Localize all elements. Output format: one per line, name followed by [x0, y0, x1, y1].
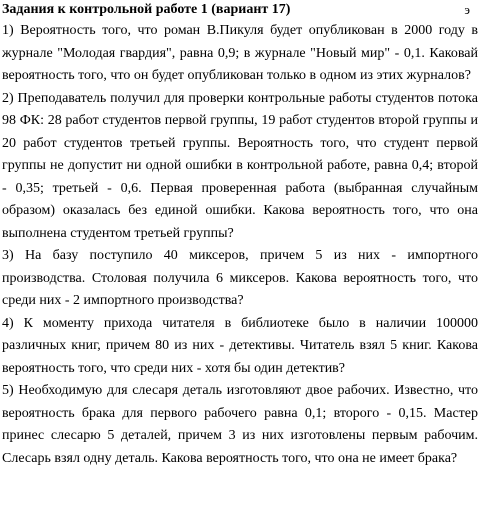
problem-5: 5) Необходимую для слесаря деталь изготовляют двое рабочих. Известно, что вероятность брака для первого рабочего равна 0,1; второго - 0,15. Мастер принес слесарю 5 деталей, причем 3 из них изготовлены первым рабочим. Слесарь взял одну деталь. Какова вероятность того, что она не имеет брака? — [2, 383, 478, 466]
problem-4: 4) К моменту прихода читателя в библиотеке было в наличии 100000 различных книг, причем 80 из них - детективы. Читатель взял 5 книг. Какова вероятность того, что среди них - хотя бы один детектив? — [2, 315, 478, 376]
document-header — [2, 0, 478, 20]
corner-mark: э — [464, 2, 470, 17]
problem-1: 1) Вероятность того, что роман В.Пикуля будет опубликован в 2000 году в журнале "Молодая гвардия", равна 0,9; в журнале "Новый мир" - 0,1. Каковай вероятность того, что он будет опубликован только в одном из этих журналов? — [2, 23, 478, 83]
document-page — [2, 0, 478, 470]
problem-3: 3) На базу поступило 40 миксеров, причем 5 из них - импортного производства. Столовая получила 6 миксеров. Какова вероятность того, что среди них - 2 импортного производства? — [2, 248, 478, 308]
problem-2: 2) Преподаватель получил для проверки контрольные работы студентов потока 98 ФК: 28 работ студентов первой группы, 19 работ студентов второй группы и 20 работ студентов третьей группы. Вероятность того, что студент первой группы не допустит ни одной ошибки в контрольной работе, равна 0,4; второй - 0,35; третьей - 0,6. Первая проверенная работа (выбранная случайным образом) оказалась без единой ошибки. Какова вероятность того, что она выполнена студентом третьей группы? — [2, 90, 478, 241]
document-title: Задания к контрольной работе 1 (вариант 17) — [2, 2, 291, 17]
